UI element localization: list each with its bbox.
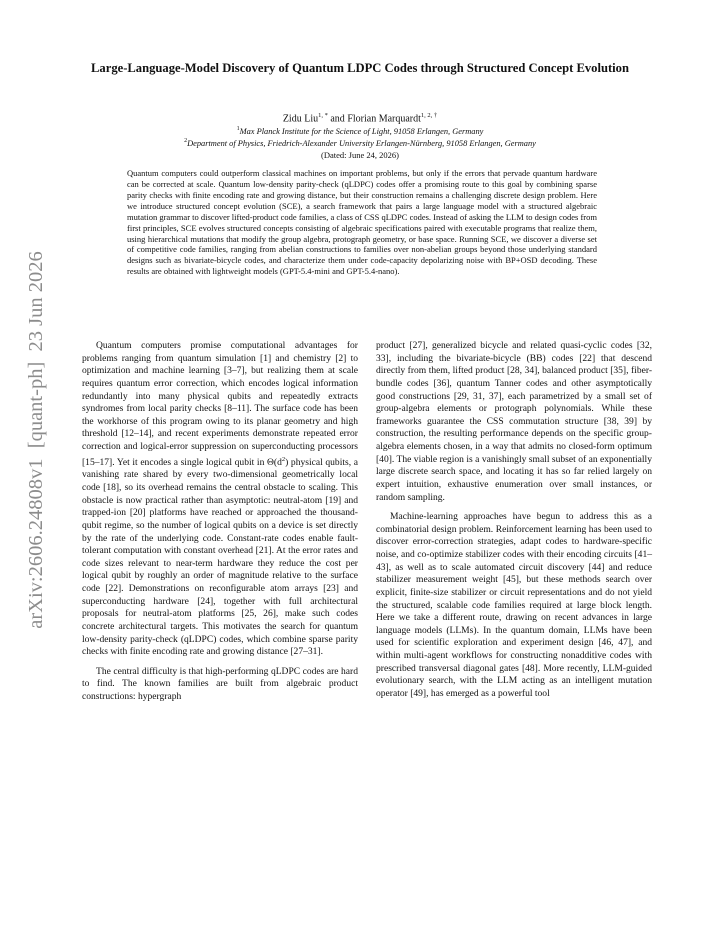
paragraph-text: Quantum computers promise computational advantages for problems ranging from quantum simulation [1] and chemistry [2] to optimization and machine learning [3–7], but realizing them at scale requires quantum error correction, which encodes logical information redundantly into many physical qubits and repeatedly extracts syndromes from local parity checks [8–11]. The surface code has been the workhorse of this program owing to its planar geometry and high threshold [12–14], and recent experiments demonstrate repeated error correction and logical-error suppression on superconducting processors [15–17]. Yet it encodes a single logical qubit in Θ(d — [82, 340, 358, 468]
body-paragraph: The central difficulty is that high-performing qLDPC codes are hard to find. The known families are built from algebraic product constructions: hypergraph — [82, 665, 358, 703]
affiliation-text: Department of Physics, Friedrich-Alexander University Erlangen-Nürnberg, 91058 Erlangen, Germany — [187, 138, 536, 148]
paragraph-text: ) physical qubits, a vanishing rate shared by every two-dimensional geometrically local code [18], so its overhead remains the central obstacle to scaling. This obstacle is now practical rather than asymptotic: neutral-atom [19] and trapped-ion [20] platforms have reached or approached the thousand-qubit regime, so the number of logical qubits on a device is set directly by the rate of the underlying code. Constant-rate codes enable fault-tolerant computation with constant overhead [21]. At the error rates and code sizes relevant to near-term hardware they reduce the cost per logical qubit by roughly an order of magnitude relative to the surface code [22]. Demonstrations on reconfigurable atom arrays [23] and superconducting hardware [24], together with full architectural proposals for neutral-atom platforms [25, 26], make such codes concrete architectural targets. This motivates the search for quantum low-density parity-check (qLDPC) codes, which combine sparse parity checks with finite encoding rate and growing distance [27–31]. — [82, 456, 358, 658]
body-paragraph: Machine-learning approaches have begun to address this as a combinatorial design problem. Reinforcement learning has been used to discover error-correction strategies, adapt codes to hardware-specific noise, and co-optimize stabilizer codes with their encoding circuits [41–43], as well as to scale automated circuit discovery [44] and reduce stabilizer measurement weight [45], but these methods search over explicit, finite-size stabilizer or circuit representations and do not yield the structured, scalable code families required at large block length. Here we take a different route, drawing on recent advances in large language models (LLMs). In the quantum domain, LLMs have been used for scientific exploration and experiment design [46, 47], and within multi-agent workflows for constructing nonadditive codes with prescribed transversal diagonal gates [48]. More recently, LLM-guided evolutionary search, with the LLM acting as an intelligent mutation operator [49], has emerged as a powerful tool — [376, 511, 652, 699]
affiliation — [0, 126, 720, 136]
paper-title: Large-Language-Model Discovery of Quantum LDPC Codes through Structured Concept Evolution — [91, 61, 629, 75]
author-name: Zidu Liu — [282, 113, 319, 125]
body-paragraph — [82, 340, 358, 659]
body-column-left — [82, 340, 358, 704]
author-affil-marks: 1, 2, † — [420, 112, 438, 119]
author-affil-marks: 1, * — [318, 112, 328, 119]
date-line: (Dated: June 24, 2026) — [321, 150, 399, 160]
arxiv-stamp-svg — [12, 190, 52, 690]
affiliation-text: Max Planck Institute for the Science of Light, 91058 Erlangen, Germany — [239, 126, 484, 136]
math-superscript: 2 — [281, 455, 286, 463]
affiliation — [0, 138, 720, 148]
author-line — [0, 112, 720, 124]
author-connector: and — [330, 113, 345, 125]
arxiv-stamp-text: arXiv:2606.24808v1 [quant-ph] 23 Jun 2026 — [25, 251, 47, 629]
body-column-right — [376, 340, 652, 701]
author-name: Florian Marquardt — [347, 113, 421, 125]
arxiv-stamp — [12, 190, 52, 690]
affiliation-mark: 2 — [184, 138, 188, 144]
body-paragraph: product [27], generalized bicycle and related quasi-cyclic codes [32, 33], including the bivariate-bicycle (BB) codes [22] that descend directly from them, lifted product [28, 34], balanced product [35], fiber-bundle codes [36], quantum Tanner codes and other asymptotically good constructions [29, 31, 37], each parametrized by a small set of group-algebra elements or protograph polynomials. While these frameworks guarantee the CSS commutation structure [38, 39] by construction, the resulting performance depends on the specific group-algebra elements chosen, in a way that admits no closed-form optimum [40]. The viable region is a vanishingly small subset of an exponentially large discrete search space, and locating it has so far relied largely on expert intuition, exhaustive enumeration over small instances, or random sampling. — [376, 340, 652, 503]
abstract: Quantum computers could outperform classical machines on important problems, but only if the errors that pervade quantum hardware can be corrected at scale. Quantum low-density parity-check (qLDPC) codes offer a promising route to this goal by combining sparse parity checks with finite encoding rate and growing distance, but their construction remains a challenging discrete design problem. Here we introduce structured concept evolution (SCE), a search framework that pairs a large language model with a structured algebraic mutation grammar to discover lifted-product code families, a class of CSS qLDPC codes. Instead of asking the LLM to design codes from first principles, SCE evolves structured concepts consisting of algebraic specifications paired with executable programs that realize them, using hierarchical mutations that modify the group algebra, protograph geometry, or base space. Running SCE, we discover a diverse set of competitive code families, ranging from abelian constructions to families over non-abelian groups beyond those underlying standard designs such as bivariate-bicycle codes, and characterize them under code-capacity depolarizing noise with BP+OSD decoding. These results are obtained with lightweight models (GPT-5.4-mini and GPT-5.4-nano). — [127, 168, 597, 277]
affiliation-mark: 1 — [236, 126, 240, 132]
